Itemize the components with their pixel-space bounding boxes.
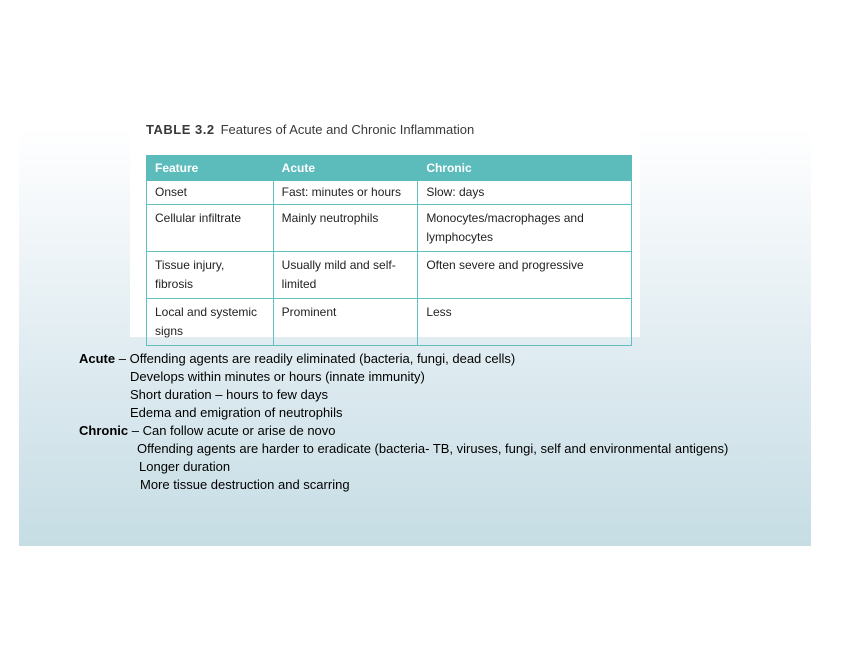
table-row bbox=[147, 181, 632, 205]
table-cell: Cellular infiltrate bbox=[147, 205, 274, 252]
chronic-point: Longer duration bbox=[139, 459, 231, 474]
table-cell: Less bbox=[418, 299, 632, 346]
table-cell: Local and systemic signs bbox=[147, 299, 274, 346]
chronic-line bbox=[79, 422, 728, 440]
acute-label: Acute bbox=[79, 351, 116, 366]
table-cell: Onset bbox=[147, 181, 274, 205]
acute-line bbox=[79, 350, 728, 368]
chronic-point: More tissue destruction and scarring bbox=[140, 477, 350, 492]
notes-block bbox=[79, 350, 728, 494]
table-header-row bbox=[147, 156, 632, 181]
table-cell: Monocytes/macrophages and lymphocytes bbox=[418, 205, 632, 252]
table-cell: Usually mild and self-limited bbox=[273, 252, 418, 299]
table-row bbox=[147, 205, 632, 252]
features-table bbox=[146, 155, 632, 346]
table-cell: Often severe and progressive bbox=[418, 252, 632, 299]
table-title bbox=[146, 122, 474, 137]
table-cell: Fast: minutes or hours bbox=[273, 181, 418, 205]
chronic-label: Chronic bbox=[79, 423, 129, 438]
table-row bbox=[147, 299, 632, 346]
acute-point: Edema and emigration of neutrophils bbox=[130, 405, 343, 420]
table-cell: Mainly neutrophils bbox=[273, 205, 418, 252]
table-row bbox=[147, 252, 632, 299]
table-caption: Features of Acute and Chronic Inflammation bbox=[220, 122, 475, 137]
table-number: TABLE 3.2 bbox=[146, 122, 215, 137]
acute-point: Develops within minutes or hours (innate immunity) bbox=[130, 369, 425, 384]
table-cell: Slow: days bbox=[418, 181, 632, 205]
acute-text: – Offending agents are readily eliminated (bacteria, fungi, dead cells) bbox=[115, 351, 516, 366]
chronic-point: Offending agents are harder to eradicate (bacteria- TB, viruses, fungi, self and environmental antigens) bbox=[137, 441, 729, 456]
table-figure bbox=[130, 113, 640, 337]
chronic-text: – Can follow acute or arise de novo bbox=[128, 423, 336, 438]
acute-point: Short duration – hours to few days bbox=[130, 387, 329, 402]
header-acute: Acute bbox=[273, 156, 418, 181]
header-feature: Feature bbox=[147, 156, 274, 181]
header-chronic: Chronic bbox=[418, 156, 632, 181]
table-cell: Tissue injury, fibrosis bbox=[147, 252, 274, 299]
table-cell: Prominent bbox=[273, 299, 418, 346]
